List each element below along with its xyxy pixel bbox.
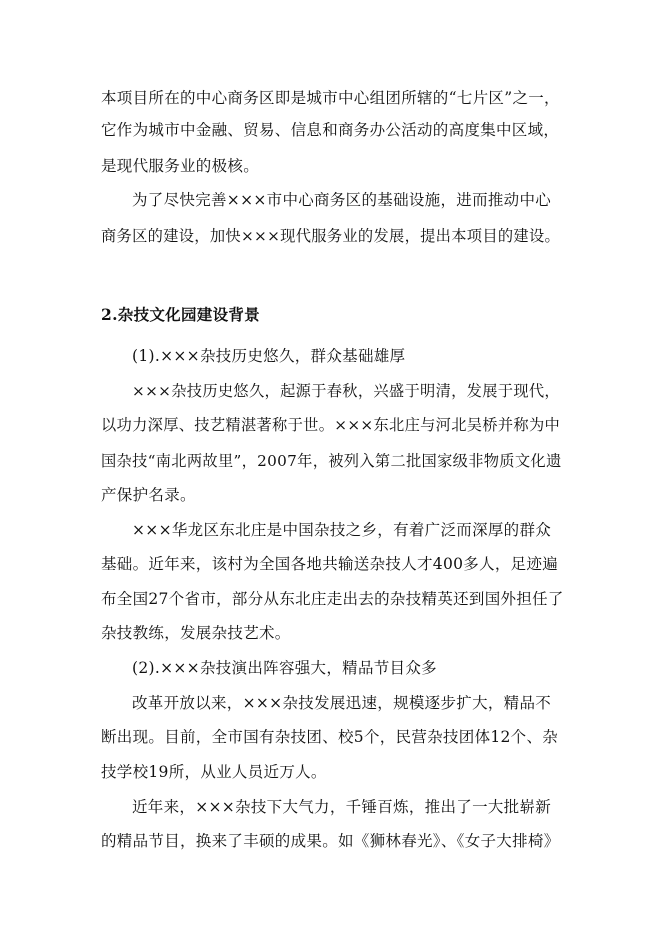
subsection-title: (2).×××杂技演出阵容强大，精品节目众多 bbox=[132, 659, 437, 677]
paragraph-line: 本项目所在的中心商务区即是城市中心组团所辖的“七片区”之一， bbox=[101, 89, 560, 107]
paragraph-line: 它作为城市中金融、贸易、信息和商务办公活动的高度集中区域， bbox=[101, 121, 560, 139]
paragraph-line: ×××杂技历史悠久，起源于春秋，兴盛于明清，发展于现代， bbox=[132, 382, 560, 400]
subsection-title: (1).×××杂技历史悠久，群众基础雄厚 bbox=[132, 347, 406, 365]
paragraph-line: 改革开放以来，×××杂技发展迅速，规模逐步扩大，精品不 bbox=[132, 694, 552, 712]
paragraph-line: 技学校19所，从业人员近万人。 bbox=[101, 763, 327, 781]
paragraph-line: 布全国27个省市，部分从东北庄走出去的杂技精英还到国外担任了 bbox=[101, 590, 564, 608]
section-heading: 2.杂技文化园建设背景 bbox=[101, 305, 260, 324]
paragraph-line: 是现代服务业的极核。 bbox=[101, 157, 260, 175]
paragraph-line: ×××华龙区东北庄是中国杂技之乡，有着广泛而深厚的群众 bbox=[132, 521, 552, 539]
paragraph-line: 产保护名录。 bbox=[101, 486, 196, 504]
paragraph-line: 的精品节目，换来了丰硕的成果。如《狮林春光》、《女子大排椅》 bbox=[101, 832, 560, 850]
paragraph-line: 商务区的建设，加快×××现代服务业的发展，提出本项目的建设。 bbox=[101, 227, 561, 245]
paragraph-line: 以功力深厚、技艺精湛著称于世。×××东北庄与河北吴桥并称为中 bbox=[101, 416, 561, 434]
paragraph-line: 近年来，×××杂技下大气力，千锤百炼，推出了一大批崭新 bbox=[132, 798, 552, 816]
paragraph-line: 为了尽快完善×××市中心商务区的基础设施，进而推动中心 bbox=[132, 191, 552, 209]
paragraph-line: 断出现。目前，全市国有杂技团、校5个，民营杂技团体12个、杂 bbox=[101, 728, 559, 746]
paragraph-line: 基础。近年来，该村为全国各地共输送杂技人才400多人，足迹遍 bbox=[101, 555, 559, 573]
paragraph-line: 国杂技“南北两故里”，2007年，被列入第二批国家级非物质文化遗 bbox=[101, 452, 562, 470]
paragraph-line: 杂技教练，发展杂技艺术。 bbox=[101, 624, 291, 642]
